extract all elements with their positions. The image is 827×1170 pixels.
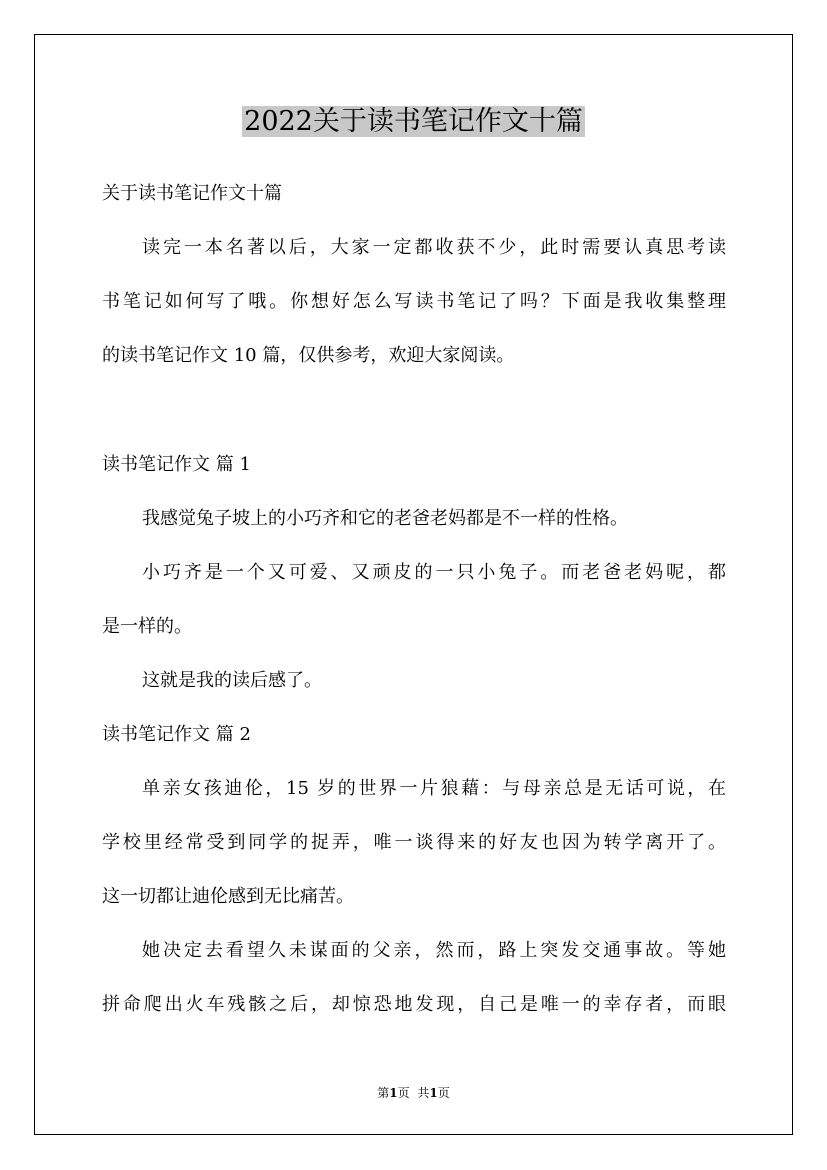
- section-2-paragraph-2-line-1: 她决定去看望久未谋面的父亲，然而，路上突发交通事故。等她: [142, 940, 726, 961]
- section-1-paragraph-3: 这就是我的读后感了。: [142, 670, 322, 691]
- footer-page-suffix: 页: [397, 1086, 410, 1100]
- section-heading-2: 读书笔记作文 篇 2: [102, 724, 251, 745]
- subtitle-line: 关于读书笔记作文十篇: [102, 183, 282, 204]
- section-2-paragraph-1-line-2: 学校里经常受到同学的捉弄，唯一谈得来的好友也因为转学离开了。: [102, 832, 726, 853]
- intro-paragraph-line-3: 的读书笔记作文 10 篇，仅供参考，欢迎大家阅读。: [102, 345, 515, 366]
- footer-total-prefix: 共: [417, 1086, 430, 1100]
- section-1-paragraph-1: 我感觉兔子坡上的小巧齐和它的老爸老妈都是不一样的性格。: [142, 508, 628, 529]
- document-title: [0, 103, 827, 141]
- section-1-paragraph-2-line-1: 小巧齐是一个又可爱、又顽皮的一只小兔子。而老爸老妈呢，都: [142, 562, 726, 583]
- section-heading-1: 读书笔记作文 篇 1: [102, 454, 251, 475]
- footer-page-prefix: 第: [377, 1086, 390, 1100]
- footer-total-suffix: 页: [437, 1086, 450, 1100]
- page-footer: [0, 1085, 827, 1101]
- section-1-paragraph-2-line-2: 是一样的。: [102, 616, 192, 637]
- document-title-text: 2022关于读书笔记作文十篇: [244, 106, 583, 137]
- section-2-paragraph-1-line-1: 单亲女孩迪伦，15 岁的世界一片狼藉：与母亲总是无话可说，在: [142, 778, 726, 799]
- intro-paragraph-line-1: 读完一本名著以后，大家一定都收获不少，此时需要认真思考读: [142, 237, 726, 258]
- footer-page-number: 1: [389, 1086, 398, 1100]
- section-2-paragraph-1-line-3: 这一切都让迪伦感到无比痛苦。: [102, 886, 354, 907]
- section-2-paragraph-2-line-2: 拼命爬出火车残骸之后，却惊恐地发现，自己是唯一的幸存者，而眼: [102, 994, 726, 1015]
- intro-paragraph-line-2: 书笔记如何写了哦。你想好怎么写读书笔记了吗？下面是我收集整理: [102, 291, 726, 312]
- footer-total-number: 1: [429, 1086, 438, 1100]
